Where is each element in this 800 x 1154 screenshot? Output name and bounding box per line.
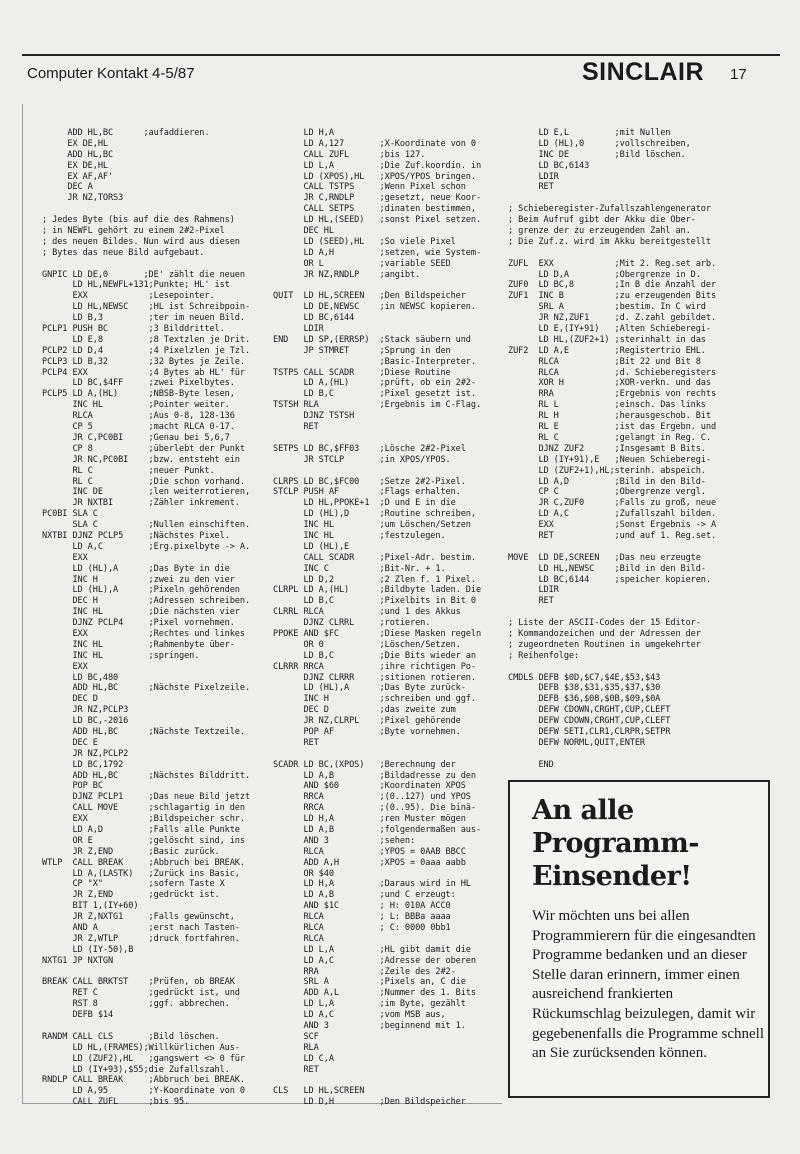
code-line: CMDLS DEFB $0D,$C7,$4E,$53,$43 — [508, 672, 661, 683]
code-line: LD (IY-50),B — [42, 944, 134, 955]
page-number: 17 — [730, 66, 747, 83]
code-line: RET — [508, 182, 554, 193]
code-line: LD (HL),A ;Pixeln gehörenden — [42, 585, 240, 596]
code-line: INC HL ;Rahmenbyte über- — [42, 639, 235, 650]
code-line: RET — [273, 737, 319, 748]
code-line: NXTG1 JP NXTGN — [42, 955, 114, 966]
code-line: LD A,C ;Zufallszahl bilden. — [508, 509, 717, 520]
code-line: RLCA ;d. Schieberegisters — [508, 367, 717, 378]
code-line: LD A,(LASTK) ;Zurück ins Basic, — [42, 868, 240, 879]
code-line: ; in NEWFL gehört zu einem 2#2-Pixel — [42, 226, 225, 237]
code-line — [273, 280, 481, 291]
code-line: LD DE,NEWSC ;in NEWSC kopieren. — [273, 302, 476, 313]
code-line: ; Jedes Byte (bis auf die des Rahmens) — [42, 215, 235, 226]
code-line: DJNZ ZUF2 ;Insgesamt B Bits. — [508, 443, 706, 454]
code-line: AND $60 ;Koordinaten XPOS — [273, 781, 466, 792]
code-line: RET C ;gedrückt ist, und — [42, 988, 240, 999]
code-line: JR STCLP ;in XPOS/YPOS. — [273, 454, 451, 465]
code-line: RL C ;gelangt in Reg. C. — [508, 432, 711, 443]
code-line: PCLP3 LD B,32 ;32 Bytes je Zeile. — [42, 356, 245, 367]
code-line: ADD HL,BC ;aufaddieren. — [42, 128, 210, 138]
code-line: ; Bytes das neue Bild aufgebaut. — [42, 247, 205, 258]
code-line: ; zugeordneten Routinen in umgekehrter — [508, 639, 701, 650]
code-line: INC HL ;Die nächsten vier — [42, 607, 240, 618]
code-line: LD BC,$4FF ;zwei Pixelbytes. — [42, 378, 235, 389]
code-line: CALL ZUFL ;bis 127. — [273, 149, 426, 160]
code-line: LD A,C ;Erg.pixelbyte -> A. — [42, 541, 251, 552]
code-line: LD A,B ;und C erzeugt: — [273, 890, 456, 901]
code-line: LD (SEED),HL ;So viele Pixel — [273, 236, 456, 247]
code-line: QUIT LD HL,SCREEN ;Den Bildspeicher — [273, 291, 466, 302]
code-line: LDIR — [508, 171, 559, 182]
code-line: LD B,3 ;ter im neuen Bild. — [42, 313, 245, 324]
code-line: RL C ;neuer Punkt. — [42, 465, 215, 476]
code-line — [273, 433, 481, 444]
page-frame-left — [22, 104, 23, 1104]
code-line: JR NZ,PCLP3 — [42, 705, 129, 716]
code-line: ; Beim Aufruf gibt der Akku die Ober- — [508, 215, 696, 226]
code-line: LD A,B ;Bildadresse zu den — [273, 770, 476, 781]
code-line: BREAK CALL BRKTST ;Prüfen, ob BREAK — [42, 977, 235, 988]
code-line: RANDM CALL CLS ;Bild löschen. — [42, 1031, 220, 1042]
code-line: INC HL ;Pointer weiter. — [42, 400, 230, 411]
code-line: DJNZ CLRRL ;rotieren. — [273, 618, 431, 629]
code-line: JR NZ,ZUF1 ;d. Z.zahl gebildet. — [508, 313, 717, 324]
code-line: RET ;und auf 1. Reg.set. — [508, 530, 717, 541]
code-line: EXX ;Bildspeicher schr. — [42, 814, 245, 825]
code-line: EXX ;Lesepointer. — [42, 291, 215, 302]
code-line: RNDLP CALL BREAK ;Abbruch bei BREAK. — [42, 1075, 245, 1086]
code-line: CALL TSTPS ;Wenn Pixel schon — [273, 182, 466, 193]
code-line: CLRRR RRCA ;ihre richtigen Po- — [273, 661, 476, 672]
code-line: CP C ;Obergrenze vergl. — [508, 487, 706, 498]
code-line — [42, 967, 250, 978]
code-line: RRA ;Ergebnis von rechts — [508, 389, 717, 400]
code-line: DEFW NORML,QUIT,ENTER — [508, 737, 645, 748]
code-line: LD A,C ;Adresse der oberen — [273, 955, 476, 966]
code-line — [42, 204, 250, 215]
code-line: CLS LD HL,SCREEN — [273, 1086, 365, 1097]
code-line: DEC H ;Adressen schreiben. — [42, 596, 251, 607]
code-line: RLCA — [273, 933, 324, 944]
code-line: SETPS LD BC,$FF03 ;Lösche 2#2-Pixel — [273, 443, 466, 454]
notice-title-line: Programm- — [532, 828, 699, 859]
code-column-1 — [42, 128, 250, 1108]
code-line: LD HL,NEWSC ;Bild in den Bild- — [508, 563, 706, 574]
magazine-issue: Computer Kontakt 4-5/87 — [27, 65, 195, 82]
code-line: LD B,C ;Pixelbits in Bit 0 — [273, 596, 476, 607]
code-line: JR NZ,TORS3 — [42, 193, 124, 204]
code-line: ZUF0 LD BC,8 ;In B die Anzahl der — [508, 280, 717, 291]
code-line: CLRRL RLCA ;und 1 des Akkus — [273, 607, 461, 618]
code-line: SRL A ;bestim. In C wird — [508, 302, 706, 313]
code-line: NXTBI DJNZ PCLP5 ;Nächstes Pixel. — [42, 530, 230, 541]
code-line: SCF — [273, 1031, 319, 1042]
code-line: EXX ;Sonst Ergebnis -> A — [508, 520, 717, 531]
code-line: POP BC — [42, 781, 103, 792]
code-line: LDIR — [273, 324, 324, 335]
code-line — [508, 662, 716, 673]
code-line: LD BC,480 — [42, 672, 119, 683]
code-line: OR $40 — [273, 868, 334, 879]
notice-text: Wir möchten uns bei allen Programmierern für die eingesandten Programme bedanken und an dieser Stelle daran erinnern, immer einen ausreichend frankierten Rückumschlag beizulegen, damit wir gegebenenfalls die Programme schnell an Sie zurücksenden können. — [532, 908, 765, 1062]
code-line: JR NZ,RNDLP ;angibt. — [273, 269, 421, 280]
code-line: DEFB $14 — [42, 1010, 114, 1021]
code-line: RL E ;ist das Ergebn. und — [508, 422, 717, 433]
code-line: LDIR — [508, 585, 559, 596]
code-line: LD A,127 ;X-Koordinate von 0 — [273, 138, 476, 149]
code-line: LD (HL),E — [273, 541, 350, 552]
code-line: SRL A ;Pixels an, C die — [273, 977, 466, 988]
code-line: LD H,A — [273, 128, 334, 138]
code-line: LD E,L ;mit Nullen — [508, 128, 671, 138]
code-line: END LD SP,(ERRSP) ;Stack säubern und — [273, 334, 471, 345]
code-line: RLA — [273, 1042, 319, 1053]
code-line — [273, 749, 481, 760]
code-line: INC HL ;um Löschen/Setzen — [273, 520, 471, 531]
code-line: ZUF2 LD A,E ;Registertrio EHL. — [508, 345, 706, 356]
code-line: LD (ZUF2),HL ;gangswert <> 0 für — [42, 1053, 245, 1064]
code-line: CALL SETPS ;dinaten bestimmen, — [273, 204, 476, 215]
code-line: LD C,A — [273, 1053, 334, 1064]
code-line: LD BC,6144 ;speicher kopieren. — [508, 574, 711, 585]
code-column-3 — [508, 128, 716, 771]
code-line: RET — [273, 1064, 319, 1075]
code-line — [508, 607, 716, 618]
code-line: LD A,H ;setzen, wie System- — [273, 247, 482, 258]
code-line: LD BC,6143 — [508, 160, 590, 171]
code-line: RLCA ;Bit 22 und Bit 8 — [508, 356, 701, 367]
code-line: LD (IY+91),E ;Neuen Schieberegi- — [508, 454, 711, 465]
notice-title-line: Einsender! — [532, 861, 692, 892]
code-line: GNPIC LD DE,0 ;DE' zählt die neuen — [42, 269, 245, 280]
code-line: ; Die Zuf.z. wird im Akku bereitgestellt — [508, 236, 711, 247]
code-line: OR E ;gelöscht sind, ins — [42, 835, 245, 846]
code-line: LD (ZUF2+1),HL;sterinh. abspeich. — [508, 465, 706, 476]
code-line: RRCA ;(0..127) und YPOS — [273, 792, 471, 803]
code-line: JR Z,END ;gedrückt ist. — [42, 890, 220, 901]
code-line: ADD HL,BC ;Nächstes Bilddritt. — [42, 770, 251, 781]
code-line: ; Kommandozeichen und der Adressen der — [508, 628, 701, 639]
code-line: RRCA ;(0..95). Die binä- — [273, 803, 476, 814]
code-column-2 — [273, 128, 481, 1108]
code-line: RLCA ;Aus 0-8, 128-136 — [42, 411, 235, 422]
code-line: EX DE,HL — [42, 160, 108, 171]
code-line: PCLP1 PUSH BC ;3 Bilddrittel. — [42, 324, 225, 335]
code-line: DEC E — [42, 737, 98, 748]
code-line: LD L,A ;im Byte, gezählt — [273, 999, 466, 1010]
code-line: RL H ;herausgeschob. Bit — [508, 411, 711, 422]
code-line: LD E,8 ;8 Textzlen je Drit. — [42, 334, 251, 345]
code-line: LD (XPOS),HL ;XPOS/YPOS bringen. — [273, 171, 476, 182]
code-line: DEFW SETI,CLR1,CLRPR,SETPR — [508, 726, 671, 737]
code-line: BIT 1,(IY+60) — [42, 901, 139, 912]
code-line: LD BC,-2016 — [42, 716, 129, 727]
code-line: STCLP PUSH AF ;Flags erhalten. — [273, 487, 461, 498]
code-line: LD B,C ;Die Bits wieder an — [273, 650, 476, 661]
code-line: LD HL,PPOKE+1 ;D und E in die — [273, 498, 456, 509]
code-line: DEFW CDOWN,CRGHT,CUP,CLEFT — [508, 716, 671, 727]
code-line: PCLP5 LD A,(HL) ;NBSB-Byte lesen, — [42, 389, 235, 400]
code-line: INC DE ;len weiterrotieren, — [42, 487, 251, 498]
code-line: TSTPS CALL SCADR ;Diese Routine — [273, 367, 451, 378]
code-line: EXX — [42, 661, 88, 672]
code-line: RL C ;Die schon vorhand. — [42, 476, 245, 487]
code-line: PCLP2 LD D,4 ;4 Pixelzlen je Tzl. — [42, 345, 251, 356]
code-line: JR NXTBI ;Zähler inkrement. — [42, 498, 240, 509]
code-line: CALL ZUFL ;bis 95. — [42, 1097, 190, 1108]
code-line: INC C ;Bit-Nr. + 1. — [273, 563, 446, 574]
code-line: LD A,B ;folgendermaßen aus- — [273, 825, 482, 835]
code-line: EX AF,AF' — [42, 171, 114, 182]
code-line: LD (HL),A ;Das Byte in die — [42, 563, 230, 574]
code-line: RRA ;Zeile des 2#2- — [273, 966, 456, 977]
code-line: DJNZ PCLP1 ;Das neue Bild jetzt — [42, 792, 251, 803]
code-line — [508, 248, 716, 259]
code-line: LD D,A ;Obergrenze in D. — [508, 269, 701, 280]
code-line: LD A,C ;vom MSB aus, — [273, 1010, 446, 1021]
code-line: LD D,H ;Den Bildspeicher — [273, 1097, 466, 1108]
code-line: JR C,ZUF0 ;Falls zu groß, neue — [508, 498, 717, 509]
code-line: END — [508, 759, 554, 770]
code-line — [508, 542, 716, 553]
code-line: LD BC,6144 — [273, 313, 355, 324]
code-line: ; grenze der zu erzeugenden Zahl an. — [508, 226, 691, 237]
code-line: RLCA ; C: 0000 0bb1 — [273, 923, 451, 934]
code-line: RET — [508, 596, 554, 607]
code-line: INC HL ;festzulegen. — [273, 530, 446, 541]
code-line: CALL MOVE ;schlagartig in den — [42, 803, 245, 814]
code-line — [42, 259, 250, 270]
code-line: CLRPL LD A,(HL) ;Bildbyte laden. Die — [273, 585, 482, 596]
code-line: LD HL,NEWFL+131;Punkte; HL' ist — [42, 280, 230, 291]
code-line: ; Reihenfolge: — [508, 650, 580, 661]
code-line: PCLP4 EXX ;4 Bytes ab HL' für — [42, 367, 245, 378]
section-title: SINCLAIR — [582, 58, 705, 86]
code-line: OR L ;variable SEED — [273, 258, 451, 269]
code-line: MOVE LD DE,SCREEN ;Das neu erzeugte — [508, 552, 701, 563]
code-line: AND 3 ;beginnend mit 1. — [273, 1021, 466, 1032]
code-line: EXX — [42, 552, 88, 563]
code-line: LD E,(IY+91) ;Alten Schieberegi- — [508, 324, 711, 335]
code-line: LD A,D ;Falls alle Punkte — [42, 825, 240, 835]
code-line: CLRPS LD BC,$FC00 ;Setze 2#2-Pixel. — [273, 476, 466, 487]
code-line — [273, 466, 481, 477]
code-line: CP 8 ;überlebt der Punkt — [42, 443, 245, 454]
code-line: LD B,C ;Pixel gesetzt ist. — [273, 389, 476, 400]
code-line: DEC D ;das zweite zum — [273, 705, 456, 716]
code-line: DEFW CDOWN,CRGHT,CUP,CLEFT — [508, 705, 671, 716]
code-line: PPOKE AND $FC ;Diese Masken regeln — [273, 628, 482, 639]
code-line: ; des neuen Bildes. Nun wird aus diesen — [42, 236, 240, 247]
code-line: LD A,(HL) ;prüft, ob ein 2#2- — [273, 378, 476, 389]
code-line: JR Z,WTLP ;druck fortfahren. — [42, 933, 240, 944]
code-line: JR NC,PC0BI ;bzw. entsteht ein — [42, 454, 240, 465]
code-line: ZUFL EXX ;Mit 2. Reg.set arb. — [508, 258, 717, 269]
code-line: ZUF1 INC B ;zu erzeugenden Bits — [508, 291, 717, 302]
code-line: AND A ;erst nach Tasten- — [42, 923, 240, 934]
code-line: DJNZ CLRRR ;sitionen rotieren. — [273, 672, 476, 683]
code-line: CALL SCADR ;Pixel-Adr. bestim. — [273, 552, 476, 563]
code-line: LD BC,1792 — [42, 759, 124, 770]
code-line: CP "X" ;sofern Taste X — [42, 879, 225, 890]
code-line: DEC D — [42, 694, 98, 705]
code-line: INC H ;schreiben und ggf. — [273, 694, 476, 705]
code-line: RLCA ;YPOS = 0AAB BBCC — [273, 846, 466, 857]
code-line: CP 5 ;macht RLCA 0-17. — [42, 422, 235, 433]
code-line: OR 0 ;Löschen/Setzen. — [273, 639, 461, 650]
code-line: LD A,D ;Bild in den Bild- — [508, 476, 706, 487]
code-line: LD (HL),D ;Routine schreiben, — [273, 509, 476, 520]
code-line: ADD A,H ;XPOS = 0aaa aabb — [273, 857, 466, 868]
code-line: LD L,A ;Die Zuf.koordin. in — [273, 160, 482, 171]
code-line: DJNZ PCLP4 ;Pixel vornehmen. — [42, 618, 235, 629]
code-line: JR NZ,CLRPL ;Pixel gehörende — [273, 716, 461, 727]
code-line: ADD A,L ;Nummer des 1. Bits — [273, 988, 476, 999]
code-line: JP STMRET ;Sprung in den — [273, 345, 451, 356]
code-line: RLCA ; L: BBBa aaaa — [273, 912, 451, 923]
header-rule — [22, 54, 780, 56]
notice-box — [508, 780, 770, 1098]
code-line: TSTSH RLA ;Ergebnis im C-Flag. — [273, 400, 482, 411]
notice-title — [532, 794, 768, 893]
code-line: RET — [273, 422, 319, 433]
code-line: LD (HL),A ;Das Byte zurück- — [273, 683, 466, 694]
code-line: RL L ;einsch. Das links — [508, 400, 706, 411]
code-line: INC H ;zwei zu den vier — [42, 574, 235, 585]
code-line: DJNZ TSTSH — [273, 411, 355, 422]
notice-title-line: An alle — [532, 795, 634, 826]
code-line: EX DE,HL — [42, 138, 108, 149]
code-line: JR Z,NXTG1 ;Falls gewünscht, — [42, 912, 235, 923]
code-line: LD HL,NEWSC ;HL ist Schreibpoin- — [42, 302, 251, 313]
code-line: DEC HL — [273, 226, 334, 237]
code-line: LD HL,(SEED) ;sonst Pixel setzen. — [273, 215, 482, 226]
code-line: LD A,95 ;Y-Koordinate von 0 — [42, 1086, 245, 1097]
code-line: ; Schieberegister-Zufallszahlengenerator — [508, 204, 711, 215]
code-line: EXX ;Rechtes und linkes — [42, 628, 245, 639]
code-line — [42, 1021, 250, 1032]
code-line: LD HL,(FRAMES);Willkürlichen Aus- — [42, 1042, 240, 1053]
code-line: INC HL ;springen. — [42, 650, 200, 661]
code-line: XOR H ;XOR-verkn. und das — [508, 378, 711, 389]
code-line: LD L,A ;HL gibt damit die — [273, 944, 471, 955]
code-line: ADD HL,BC ;Nächste Textzeile. — [42, 726, 245, 737]
code-line: POP AF ;Byte vornehmen. — [273, 726, 461, 737]
code-line — [508, 749, 716, 760]
code-line: SCADR LD BC,(XPOS) ;Berechnung der — [273, 759, 456, 770]
code-line: DEFB $36,$08,$0B,$09,$0A — [508, 694, 661, 705]
code-line: JR C,PC0BI ;Genau bei 5,6,7 — [42, 432, 230, 443]
code-line — [508, 193, 716, 204]
code-line: ; Liste der ASCII-Codes der 15 Editor- — [508, 618, 701, 629]
code-line: JR Z,END ;Basic zurück. — [42, 846, 220, 857]
code-line: LD D,2 ;2 Zlen f. 1 Pixel. — [273, 574, 476, 585]
code-line: LD H,A ;Daraus wird in HL — [273, 879, 471, 890]
code-line — [273, 1075, 481, 1086]
code-line: LD (IY+93),$55;die Zufallszahl. — [42, 1064, 230, 1075]
code-line: AND 3 ;sehen: — [273, 835, 416, 846]
code-line: INC DE ;Bild löschen. — [508, 149, 686, 160]
code-line: ;Basic-Interpreter. — [273, 356, 476, 367]
code-line: RST 8 ;ggf. abbrechen. — [42, 999, 230, 1010]
code-line: LD (HL),0 ;vollschreiben, — [508, 138, 691, 149]
code-line: DEFB $38,$31,$35,$37,$30 — [508, 683, 661, 694]
code-line: PC0BI SLA C — [42, 509, 98, 520]
code-line: ADD HL,BC ;Nächste Pixelzeile. — [42, 683, 251, 694]
code-line: LD H,A ;ren Muster mögen — [273, 814, 466, 825]
code-line: ADD HL,BC — [42, 149, 114, 160]
code-line: JR C,RNDLP ;gesetzt, neue Koor- — [273, 193, 482, 204]
code-line: AND $1C ; H: 010A ACC0 — [273, 901, 451, 912]
code-line: LD HL,(ZUF2+1) ;sterinhalt in das — [508, 334, 706, 345]
code-line: WTLP CALL BREAK ;Abbruch bei BREAK. — [42, 857, 245, 868]
code-line: JR NZ,PCLP2 — [42, 748, 129, 759]
code-line: SLA C ;Nullen einschiften. — [42, 520, 251, 531]
code-line: DEC A — [42, 182, 93, 193]
